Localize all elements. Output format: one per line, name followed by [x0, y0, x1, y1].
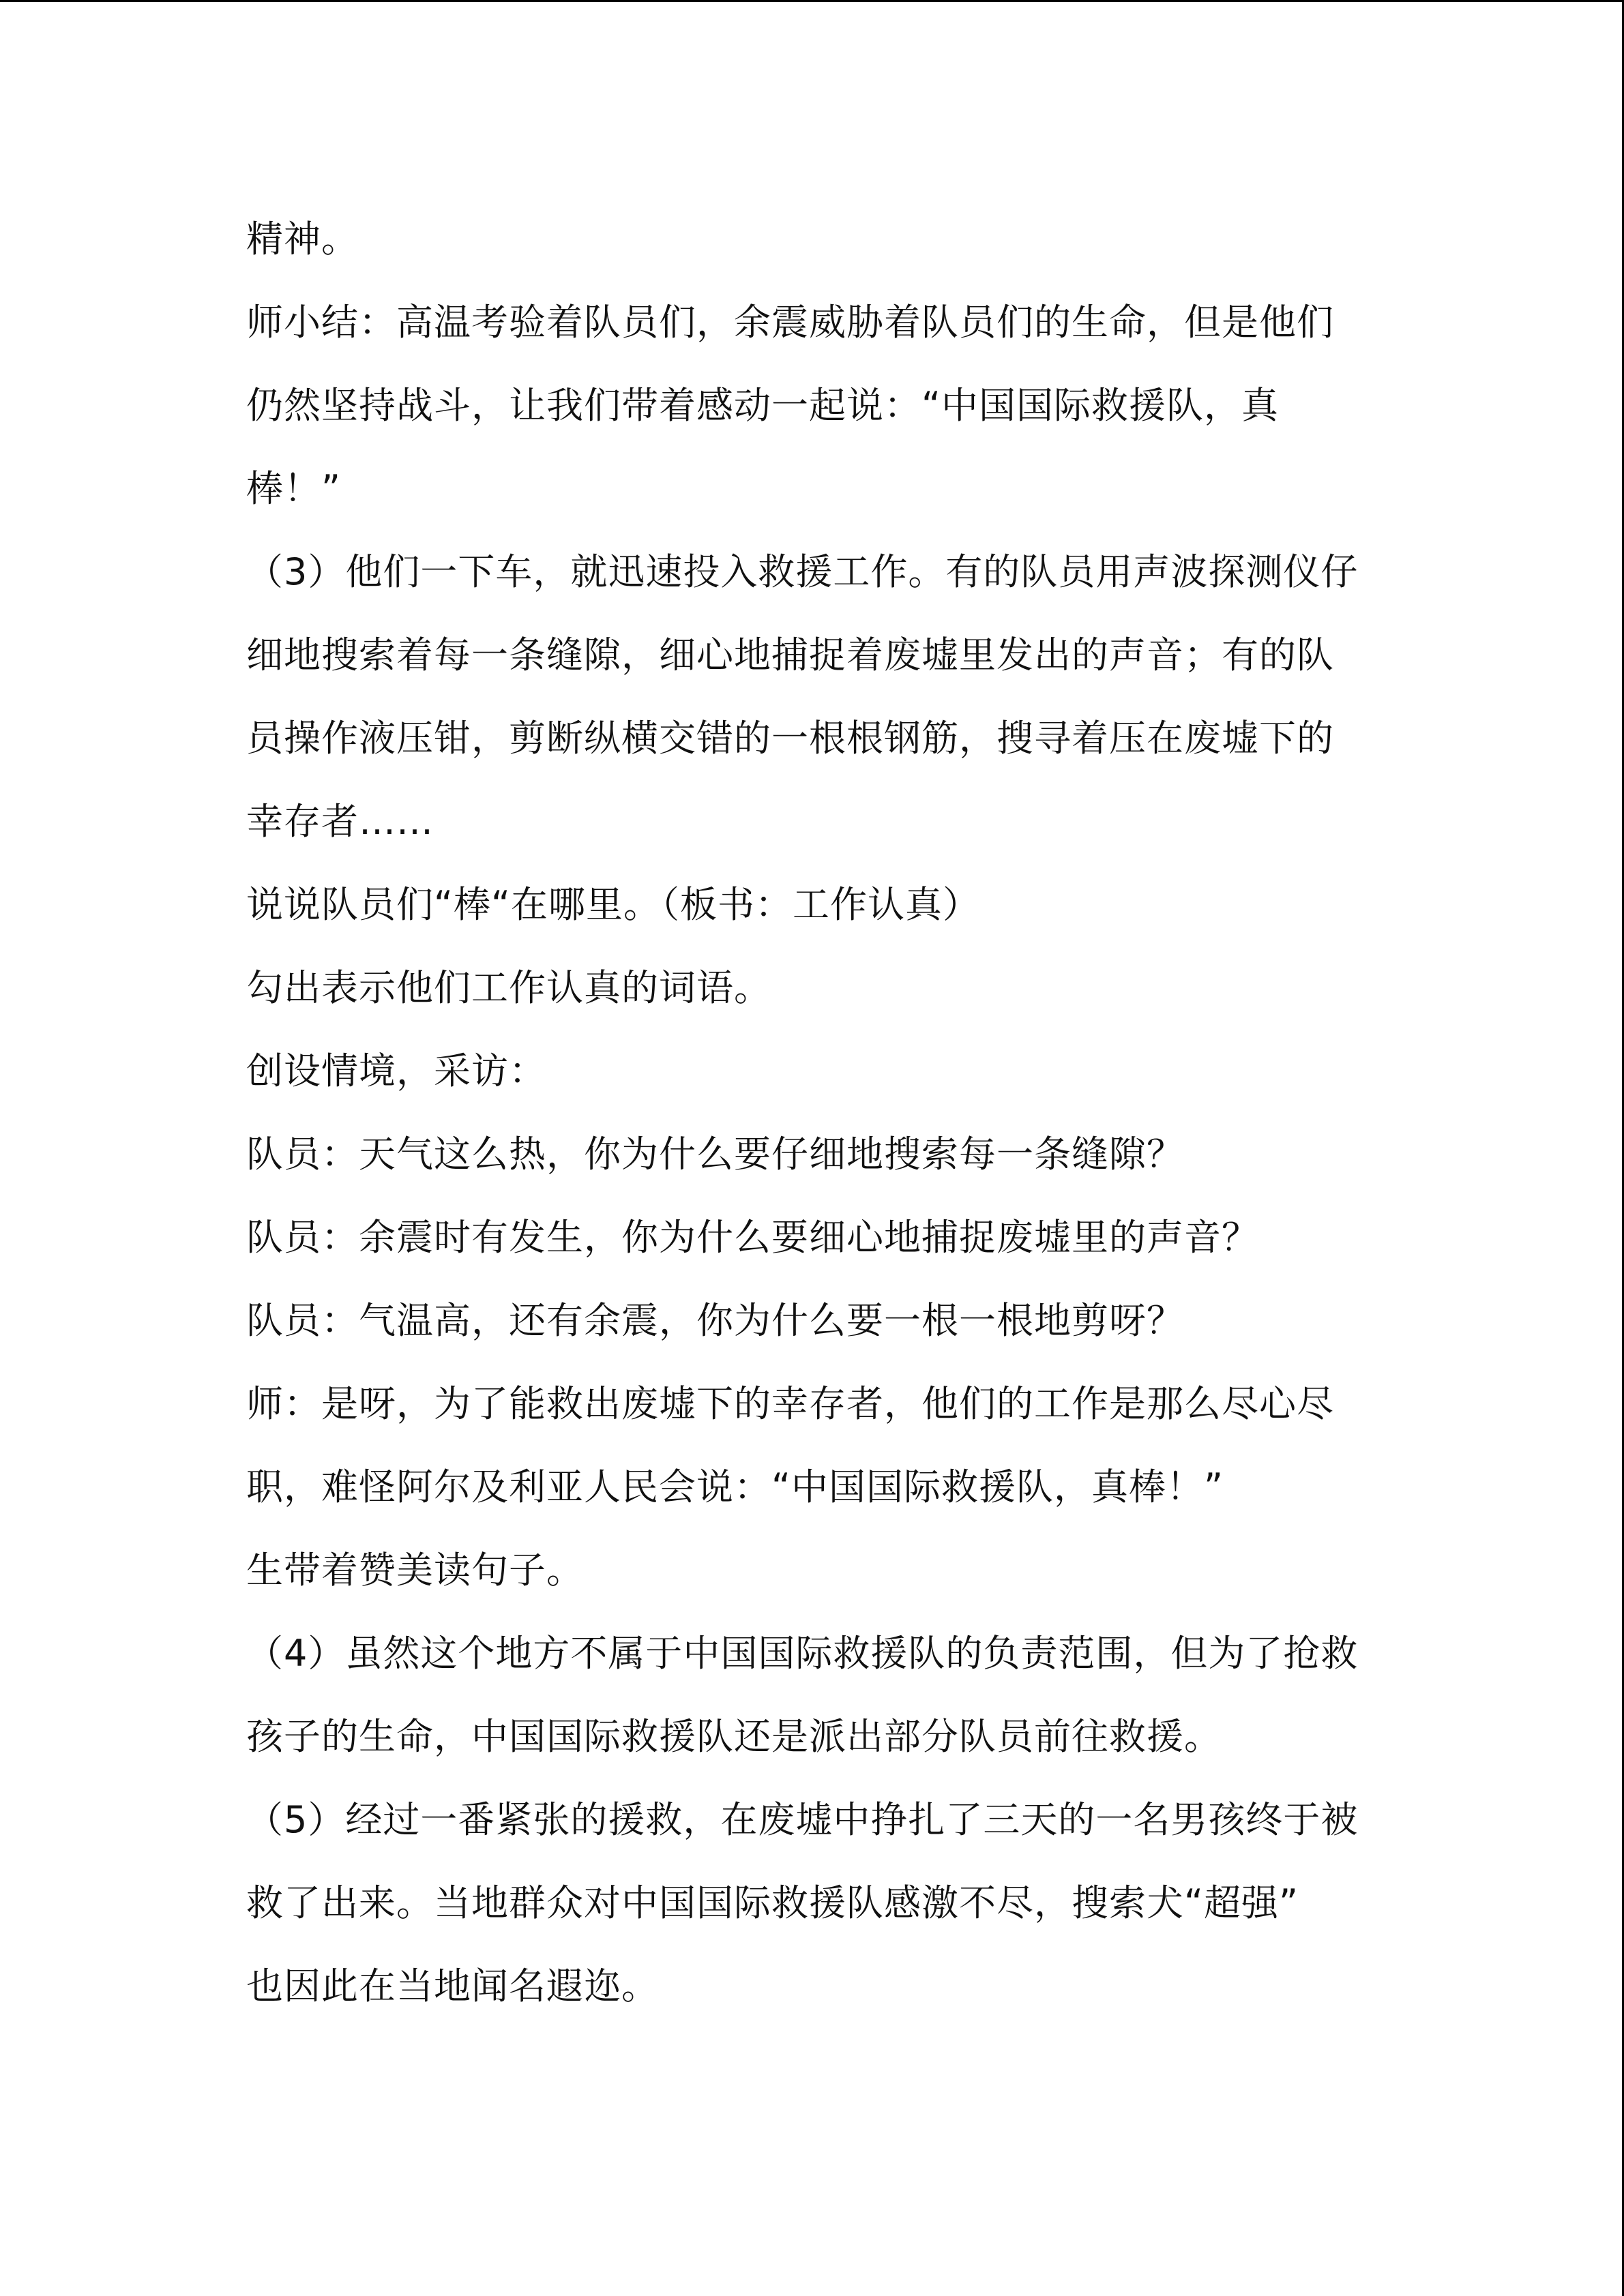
paragraph-line: 救了出来。当地群众对中国国际救援队感激不尽，搜索犬“超强”	[246, 1881, 1299, 1924]
paragraph-line: 员操作液压钳，剪断纵横交错的一根根钢筋，搜寻着压在废墟下的	[246, 717, 1334, 760]
paragraph-line: 也因此在当地闻名遐迩。	[246, 1965, 659, 2008]
paragraph-line: 职，难怪阿尔及利亚人民会说：“中国国际救援队，真棒！”	[246, 1465, 1224, 1508]
paragraph-line: （3）他们一下车，就迅速投入救援工作。有的队员用声波探测仪仔	[246, 550, 1359, 593]
paragraph-line: 仍然坚持战斗，让我们带着感动一起说：“中国国际救援队，真	[246, 384, 1279, 427]
paragraph-line: 勾出表示他们工作认真的词语。	[246, 966, 771, 1009]
paragraph-line: 队员：气温高，还有余震，你为什么要一根一根地剪呀？	[246, 1299, 1184, 1342]
paragraph-line: 创设情境，采访：	[246, 1049, 546, 1092]
paragraph-line: （5）经过一番紧张的援救，在废墟中挣扎了三天的一名男孩终于被	[246, 1798, 1359, 1841]
paragraph-line: 生带着赞美读句子。	[246, 1549, 584, 1592]
paragraph-line: 队员：天气这么热，你为什么要仔细地搜索每一条缝隙？	[246, 1133, 1184, 1176]
paragraph-line: 孩子的生命，中国国际救援队还是派出部分队员前往救援。	[246, 1715, 1222, 1758]
paragraph-line: 幸存者……	[246, 800, 434, 843]
paragraph-line: （4）虽然这个地方不属于中国国际救援队的负责范围，但为了抢救	[246, 1632, 1359, 1675]
paragraph-line: 师：是呀，为了能救出废墟下的幸存者，他们的工作是那么尽心尽	[246, 1382, 1334, 1425]
paragraph-line: 师小结：高温考验着队员们，余震威胁着队员们的生命，但是他们	[246, 301, 1334, 344]
paragraph-line: 说说队员们“棒“在哪里。（板书：工作认真）	[246, 883, 980, 926]
paragraph-line: 棒！”	[246, 467, 341, 510]
paragraph-line: 细地搜索着每一条缝隙，细心地捕捉着废墟里发出的声音；有的队	[246, 633, 1334, 676]
paragraph-line: 队员：余震时有发生，你为什么要细心地捕捉废墟里的声音？	[246, 1216, 1259, 1259]
paragraph-line: 精神。	[246, 218, 359, 260]
